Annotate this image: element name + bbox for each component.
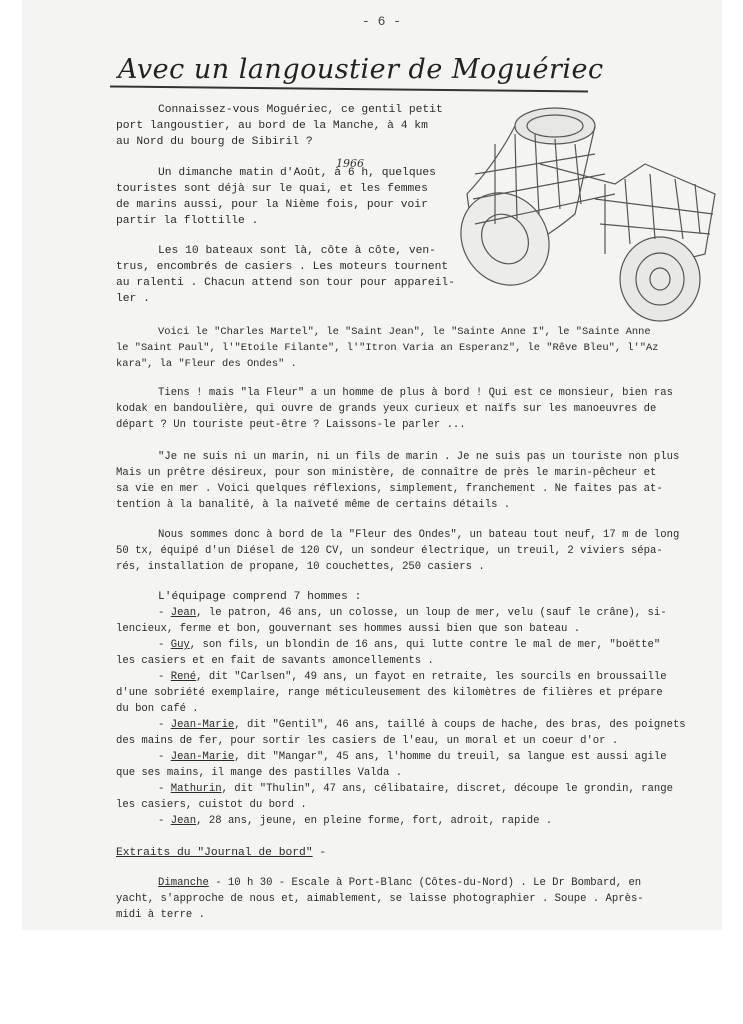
crew-name: Jean — [170, 607, 197, 619]
aboard-line-3: rés, installation de propane, 10 couchettes, 250 casiers . — [116, 561, 485, 573]
logbook-line-2: yacht, s'approche de nous et, aimablement, se laisse photographier . Soupe . Après- — [116, 893, 644, 905]
crew-rene-line-3: du bon café . — [116, 703, 199, 715]
crew-jean-marie-gentil-line-1: - Jean-Marie, dit "Gentil", 46 ans, taillé à coups de hache, des bras, des poignets — [158, 719, 686, 731]
crew-rene-line-1: - René, dit "Carlsen", 49 ans, un fayot en retraite, les sourcils en broussaille — [158, 671, 667, 683]
lobster-pots-illustration — [455, 104, 727, 322]
crew-jean-young-line-1: - Jean, 28 ans, jeune, en pleine forme, fort, adroit, rapide . — [158, 815, 553, 827]
logbook-heading: Extraits du "Journal de bord" - — [116, 847, 327, 859]
boats-line-1: Les 10 bateaux sont là, côte à côte, ven- — [158, 245, 436, 257]
sunday-line-1: Un dimanche matin d'Août, à 6 h, quelques — [158, 167, 436, 179]
article-title: Avec un langoustier de Moguériec — [118, 54, 604, 85]
tiens-line-2: kodak en bandoulière, qui ouvre de grands yeux curieux et naïfs sur les manoeuvres de — [116, 403, 657, 415]
crew-intro: L'équipage comprend 7 hommes : — [158, 591, 362, 603]
sunday-line-4: partir la flottille . — [116, 215, 259, 227]
crew-rene-line-2: d'une sobriété exemplaire, range méticuleusement des kilomètres de filières et prépare — [116, 687, 663, 699]
quote-line-4: tention à la banalité, à la naïveté même de certains détails . — [116, 499, 511, 511]
crew-jean-marie-gentil-line-2: des mains de fer, pour sortir les casiers de l'eau, un moral et un coeur d'or . — [116, 735, 619, 747]
crew-jean-line-2: lencieux, ferme et bon, gouvernant ses hommes aussi bien que son bateau . — [116, 623, 581, 635]
crew-mathurin-line-2: les casiers, cuistot du bord . — [116, 799, 307, 811]
crew-guy-line-1: - Guy, son fils, un blondin de 16 ans, qui lutte contre le mal de mer, "boëtte" — [158, 639, 661, 651]
logbook-line-1: Dimanche - 10 h 30 - Escale à Port-Blanc (Côtes-du-Nord) . Le Dr Bombard, en — [158, 877, 642, 889]
sunday-line-2: touristes sont déjà sur le quai, et les femmes — [116, 183, 428, 195]
logbook-day: Dimanche — [158, 877, 209, 889]
boat-names-line-1: Voici le "Charles Martel", le "Saint Jean", le "Sainte Anne I", le "Sainte Anne — [158, 326, 651, 338]
crew-guy-line-2: les casiers et en fait de savants amoncellements . — [116, 655, 434, 667]
quote-line-2: Mais un prêtre désireux, pour son ministère, de connaître de près le marin-pêcheur et — [116, 467, 657, 479]
intro-line-1: Connaissez-vous Moguériec, ce gentil petit — [158, 104, 443, 116]
boat-names-line-3: kara", la "Fleur des Ondes" . — [116, 358, 297, 370]
crew-name: Jean-Marie — [170, 719, 235, 731]
aboard-line-1: Nous sommes donc à bord de la "Fleur des Ondes", un bateau tout neuf, 17 m de long — [158, 529, 680, 541]
page-number: - 6 - — [362, 14, 402, 29]
crew-name: Jean-Marie — [170, 751, 235, 763]
quote-line-1: "Je ne suis ni un marin, ni un fils de marin . Je ne suis pas un touriste non plus — [158, 451, 680, 463]
boat-names-line-2: le "Saint Paul", l'"Etoile Filante", l'"Itron Varia an Esperanz", le "Rêve Bleu", l'"Az — [116, 342, 659, 354]
aboard-line-2: 50 tx, équipé d'un Diésel de 120 CV, un sondeur électrique, un treuil, 2 viviers sépa- — [116, 545, 663, 557]
logbook-line-3: midi à terre . — [116, 909, 206, 921]
crew-mathurin-line-1: - Mathurin, dit "Thulin", 47 ans, célibataire, discret, découpe le grondin, range — [158, 783, 673, 795]
boats-line-2: trus, encombrés de casiers . Les moteurs tournent — [116, 261, 449, 273]
crew-jean-marie-mangar-line-2: que ses mains, il mange des pastilles Valda . — [116, 767, 403, 779]
tiens-line-1: Tiens ! mais "la Fleur" a un homme de plus à bord ! Qui est ce monsieur, bien ras — [158, 387, 673, 399]
sunday-line-3: de marins aussi, pour la Nième fois, pour voir — [116, 199, 428, 211]
handwritten-year-annotation: 1966 — [336, 157, 364, 170]
crew-name: Jean — [170, 815, 197, 827]
boats-line-4: ler . — [116, 293, 150, 305]
quote-line-3: sa vie en mer . Voici quelques réflexions, simplement, franchement . Ne faites pas at- — [116, 483, 663, 495]
crew-jean-line-1: - Jean, le patron, 46 ans, un colosse, un loup de mer, velu (sauf le crâne), si- — [158, 607, 667, 619]
intro-line-3: au Nord du bourg de Sibiril ? — [116, 136, 313, 148]
crew-name: Guy — [170, 639, 190, 651]
intro-line-2: port langoustier, au bord de la Manche, à 4 km — [116, 120, 428, 132]
boats-line-3: au ralenti . Chacun attend son tour pour appareil- — [116, 277, 455, 289]
crew-name: René — [170, 671, 197, 683]
crew-name: Mathurin — [170, 783, 222, 795]
tiens-line-3: départ ? Un touriste peut-être ? Laissons-le parler ... — [116, 419, 466, 431]
crew-jean-marie-mangar-line-1: - Jean-Marie, dit "Mangar", 45 ans, l'homme du treuil, sa langue est aussi agile — [158, 751, 667, 763]
